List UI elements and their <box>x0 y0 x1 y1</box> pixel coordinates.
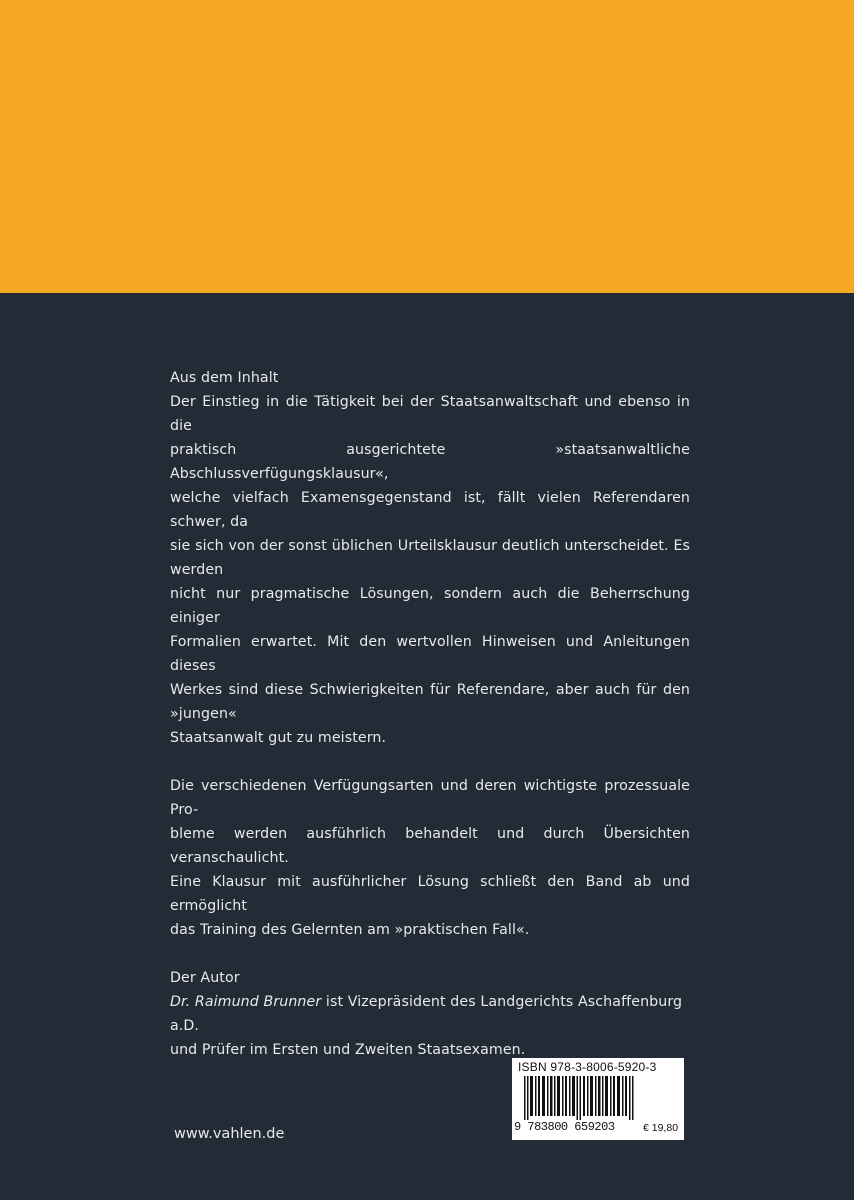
barcode-icon <box>516 1076 640 1120</box>
barcode-digits: 9 783800 659203 <box>514 1120 615 1134</box>
inhalt-paragraph-1 <box>170 390 690 750</box>
isbn-label: ISBN 978-3-8006-5920-3 <box>518 1060 657 1074</box>
text-line: Staatsanwalt gut zu meistern. <box>170 730 387 746</box>
publisher-website[interactable]: www.vahlen.de <box>174 1126 285 1142</box>
author-name: Dr. Raimund Brunner <box>170 994 322 1010</box>
autor-line-1 <box>170 990 690 1038</box>
isbn-barcode <box>512 1058 684 1140</box>
text-line: bleme werden ausführlich behandelt und durch Übersichten veranschaulicht. <box>170 826 690 866</box>
inhalt-heading: Aus dem Inhalt <box>170 370 279 386</box>
text-line: nicht nur pragmatische Lösungen, sondern auch die Beherrschung einiger <box>170 586 690 626</box>
autor-heading: Der Autor <box>170 970 240 986</box>
autor-line-1-rest: ist Vizepräsident des Landgerichts Aschaffenburg a.D. <box>170 994 683 1034</box>
text-line: Die verschiedenen Verfügungsarten und deren wichtigste prozessuale Pro- <box>170 778 690 818</box>
inhalt-paragraph-2 <box>170 774 690 942</box>
text-line: praktisch ausgerichtete »staatsanwaltliche Abschlussverfügungsklausur«, <box>170 442 690 482</box>
text-line: Der Einstieg in die Tätigkeit bei der Staatsanwaltschaft und ebenso in die <box>170 394 690 434</box>
text-line: welche vielfach Examensgegenstand ist, fällt vielen Referendaren schwer, da <box>170 490 690 530</box>
back-cover-text <box>170 366 690 1062</box>
price-label: € 19,80 <box>643 1122 679 1134</box>
text-line: das Training des Gelernten am »praktischen Fall«. <box>170 922 530 938</box>
text-line: Formalien erwartet. Mit den wertvollen Hinweisen und Anleitungen dieses <box>170 634 690 674</box>
text-line: Eine Klausur mit ausführlicher Lösung schließt den Band ab und ermöglicht <box>170 874 690 914</box>
autor-line-2: und Prüfer im Ersten und Zweiten Staatsexamen. <box>170 1042 526 1058</box>
text-line: sie sich von der sonst üblichen Urteilsklausur deutlich unterscheidet. Es werden <box>170 538 690 578</box>
cover-top-band <box>0 0 854 293</box>
text-line: Werkes sind diese Schwierigkeiten für Referendare, aber auch für den »jungen« <box>170 682 690 722</box>
